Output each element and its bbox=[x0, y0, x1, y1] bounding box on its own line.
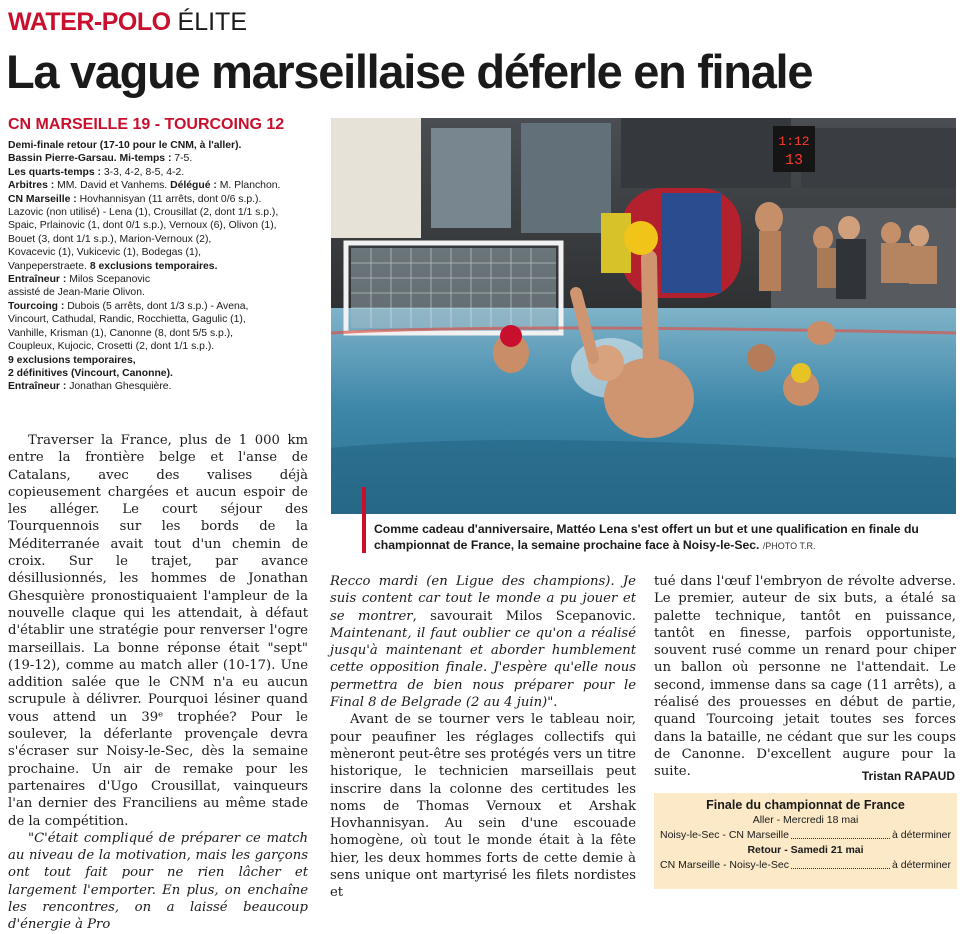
article-column-1 bbox=[8, 432, 308, 934]
paragraph-intro: Traverser la France, plus de 1 000 km entre la frontière belge et l'anse de Catalans, avec des valises déjà copieusement chargées et aucun espoir de les alléger. Le court séjour des Tourquennois sur les bords de la Méditerranée avait tout d'un chemin de croix. Sur le trajet, par avance désillusionnés, les hommes de Jonathan Ghesquière pronostiquaient l'ampleur de la nouvelle claque qui les attendait, à défaut d'établir une stratégie pour renverser l'ogre marseillais. La bonne réponse était "sept" (19-12), comme au match aller (10-17). Une addition salée que le CNM n'a eu aucun scrupule à délivrer. Pourquoi lésiner quand vous attend un 39ᵉ trophée? Pour le soulever, la déferlante provençale devra s'écraser sur Noisy-le-Sec, dès la semaine prochaine. Un air de remake pour les partenaires d'Ugo Crousillat, vainqueurs l'an dernier des Franciliens au même stade de la compétition. bbox=[8, 433, 308, 829]
sport-label: WATER-POLO bbox=[8, 8, 171, 36]
rubric-kicker bbox=[8, 8, 247, 36]
info-line: Vanhille, Krisman (1), Canonne (8, dont 5/5 s.p.), bbox=[8, 327, 234, 339]
retour-heading: Retour - Samedi 21 mai bbox=[747, 844, 864, 856]
article-column-3 bbox=[654, 573, 956, 781]
info-line: Vanpeperstraete. 8 exclusions temporaires. bbox=[8, 260, 218, 272]
aller-match: Noisy-le-Sec - CN Marseille à déterminer bbox=[660, 829, 951, 841]
aller-heading: Aller - Mercredi 18 mai bbox=[752, 814, 859, 826]
headline: La vague marseillaise déferle en finale bbox=[6, 45, 813, 98]
finale-schedule-box bbox=[654, 793, 957, 889]
quote-paragraph: "C'était compliqué de préparer ce match au niveau de la motivation, mais les garçons ont tout fait pour ne rien lâcher et largement l'emporter. En plus, on enchaîne les rencontres, on a laissé beaucoup d'énergie à Pro bbox=[8, 830, 308, 933]
quote-continuation: Recco mardi (en Ligue des champions). Je suis content car tout le monde a pu jouer et se montrer, savourait Milos Scepanovic. Maintenant, il faut oublier ce qu'on a réalisé jusqu'à maintenant et aborder humblement cette opposition finale. J'espère qu'elle nous permettra de bien nous préparer pour le Final 8 de Belgrade (2 au 4 juin)". bbox=[330, 574, 636, 711]
svg-text:13: 13 bbox=[784, 152, 804, 169]
info-line: Les quarts-temps : 3-3, 4-2, 8-5, 4-2. bbox=[8, 166, 185, 178]
ball bbox=[624, 221, 658, 255]
info-line: Bassin Pierre-Garsau. Mi-temps : 7-5. bbox=[8, 153, 193, 165]
photo-caption bbox=[374, 521, 954, 554]
info-line: Entraîneur : Jonathan Ghesquière. bbox=[8, 381, 172, 393]
water-polo-photo bbox=[331, 118, 956, 514]
scoreboard bbox=[773, 126, 815, 172]
retour-match: CN Marseille - Noisy-le-Sec à déterminer bbox=[660, 859, 951, 871]
info-line: Entraîneur : Milos Scepanovic bbox=[8, 274, 151, 286]
caption-text: Comme cadeau d'anniversaire, Mattéo Lena s'est offert un but et une qualification en finale du championnat de France, la semaine prochaine face à Noisy-le-Sec. bbox=[374, 522, 919, 552]
info-line: Lazovic (non utilisé) - Lena (1), Crousillat (2, dont 1/1 s.p.), bbox=[8, 207, 279, 219]
article-column-2 bbox=[330, 573, 636, 902]
info-line: Tourcoing : Dubois (5 arrêts, dont 1/3 s.p.) - Avena, bbox=[8, 300, 249, 312]
goal bbox=[346, 243, 561, 333]
info-line: Demi-finale retour (17-10 pour le CNM, à l'aller). bbox=[8, 140, 242, 151]
info-line: Vincourt, Cathudal, Randic, Rocchietta, Gagulic (1), bbox=[8, 314, 246, 326]
caption-accent-bar bbox=[362, 487, 366, 553]
finale-title: Finale du championnat de France bbox=[706, 798, 905, 812]
match-score: CN MARSEILLE 19 - TOURCOING 12 bbox=[8, 116, 285, 133]
paragraph-conclusion: tué dans l'œuf l'embryon de révolte adverse. Le premier, auteur de six buts, a étalé sa palette technique, tantôt en puissance, tantôt en finesse, parfois opportuniste, souvent rusé comme un renard pour chiper un ballon où personne ne l'attendait. Le second, immense dans sa cage (11 arrêts), a réalisé des prouesses en début de partie, quand Tourcoing jetait toutes ses forces dans la bataille, ne cédant que sur les coups de Canonne. D'excellent augure pour la suite. bbox=[654, 574, 956, 780]
level-label: ÉLITE bbox=[177, 8, 248, 36]
info-line: Coupleux, Kujocic, Crosetti (2, dont 1/1 s.p.). bbox=[8, 341, 215, 353]
info-line: Arbitres : MM. David et Vanhems. Délégué : M. Planchon. bbox=[8, 180, 281, 192]
author-signature: Tristan RAPAUD bbox=[861, 769, 955, 783]
info-line: Bouet (3, dont 1/1 s.p.), Marion-Vernoux (2), bbox=[8, 233, 212, 245]
info-line: 2 définitives (Vincourt, Canonne). bbox=[8, 367, 173, 379]
info-line: 9 exclusions temporaires, bbox=[8, 354, 136, 366]
photo-illustration bbox=[331, 118, 956, 514]
match-info-box bbox=[8, 139, 326, 394]
info-line: assisté de Jean-Marie Olivon. bbox=[8, 287, 145, 299]
photo-credit: /PHOTO T.R. bbox=[762, 541, 816, 551]
svg-text:1:12: 1:12 bbox=[778, 134, 810, 149]
info-line: CN Marseille : Hovhannisyan (11 arrêts, dont 0/6 s.p.). bbox=[8, 193, 262, 205]
info-line: Spaic, Prlainovic (1, dont 0/1 s.p.), Vernoux (6), Olivon (1), bbox=[8, 220, 277, 232]
info-line: Kovacevic (1), Vukicevic (1), Bodegas (1), bbox=[8, 247, 202, 259]
paragraph-analysis: Avant de se tourner vers le tableau noir, pour peaufiner les réglages collectifs qui mèneront peut-être ses protégés vers un titre historique, le technicien marseillais peut inscrire dans la colonne des certitudes les noms de Thomas Vernoux et Arshak Hovhannisyan. Au sein d'une escouade homogène, où tout le monde était à la fête hier, les deux hommes forts de cette demie à sens unique ont martyrisé les filets nordistes et bbox=[330, 712, 636, 901]
